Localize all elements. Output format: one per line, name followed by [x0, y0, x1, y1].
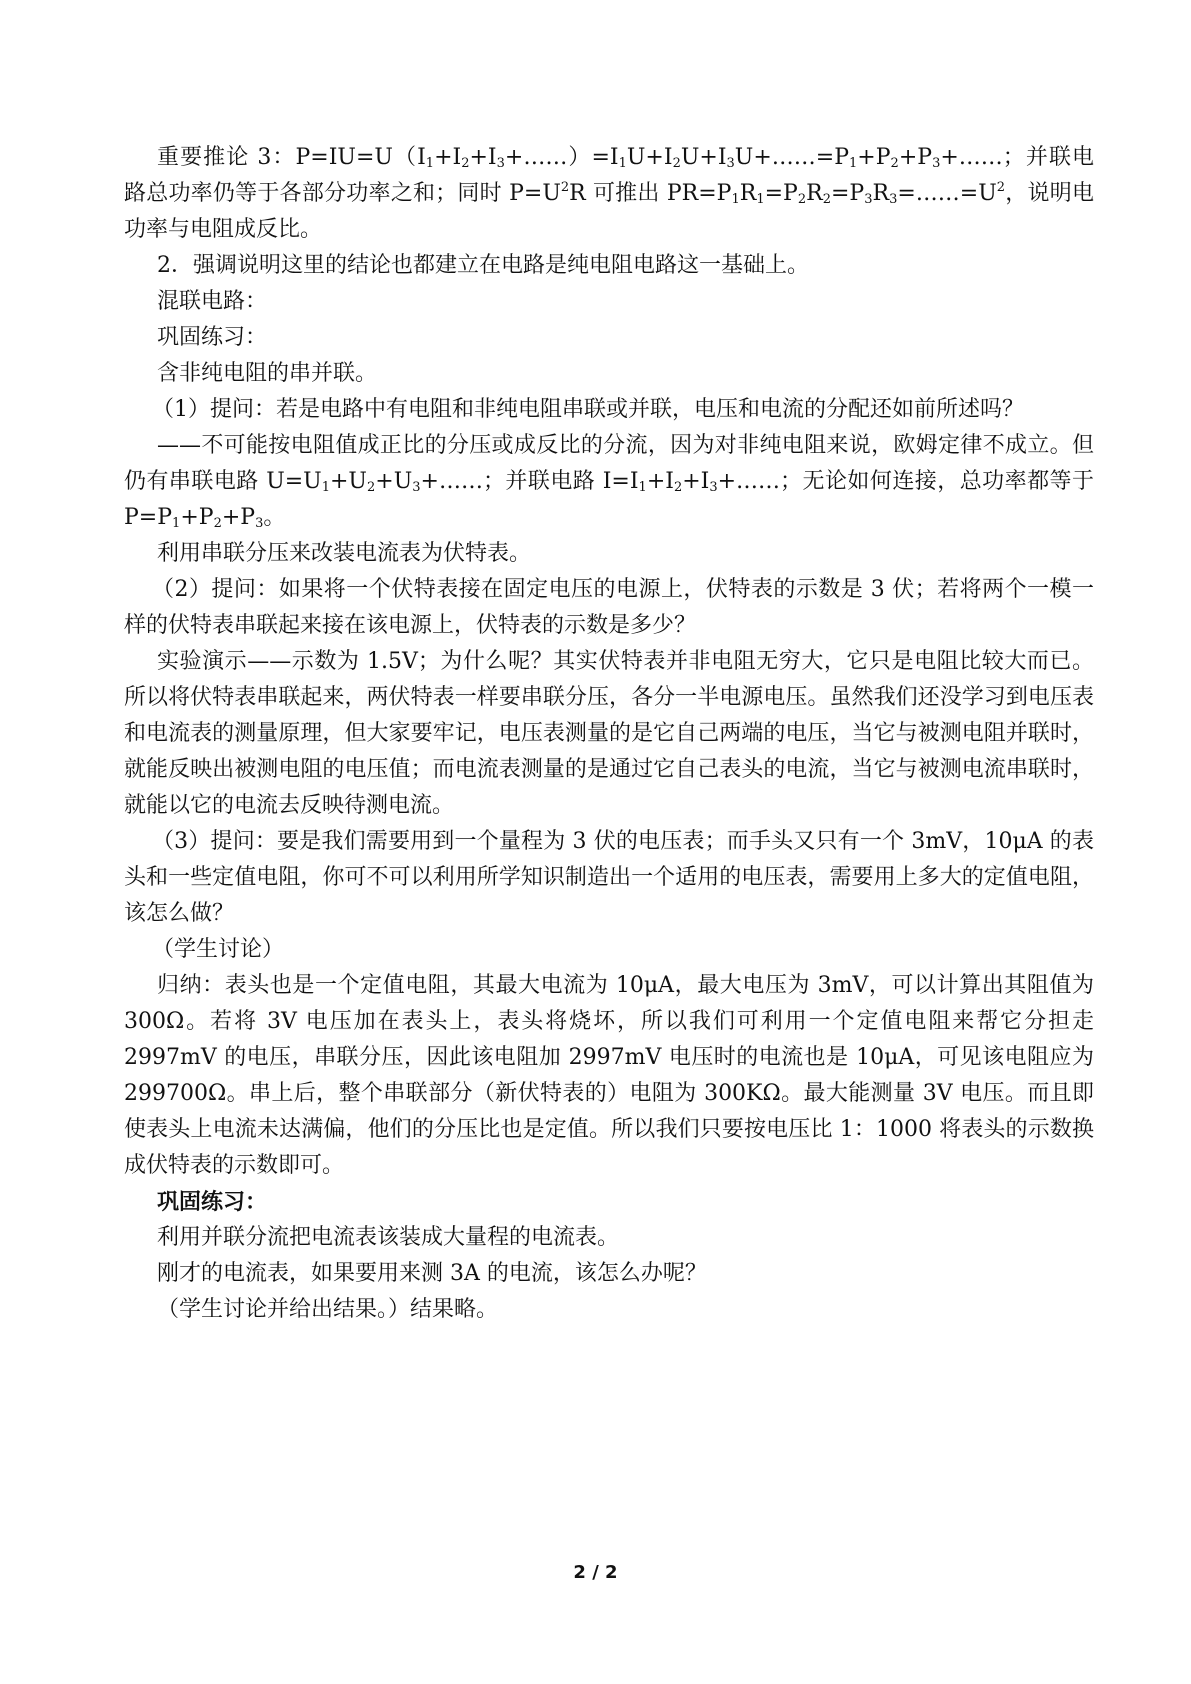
heading-practice: 巩固练习：: [157, 325, 268, 350]
paragraph-3a-question: 刚才的电流表，如果要用来测 3A 的电流，该怎么办呢？: [157, 1261, 707, 1286]
page-number: 2 / 2: [573, 1562, 618, 1583]
paragraph-inference-3: 重要推论 3：$P=IU=U(I_1+I_2+I_3+\dots\dots)=I_1U+I_2U+I_3U+\dots\dots=P_1+P_2+P_3+\dots\dots$；并联电路总功率仍等于各部分功率之和；同时 $P=U^2R$ 可推出 $PR=P_1R_1=P_2R_2=P_3R_3=\dots\dots=U^2$，说明电功率与电阻成反比。: [124, 145, 1095, 242]
paragraph-ammeter-conversion: 利用并联分流把电流表该装成大量程的电流表。: [157, 1225, 620, 1250]
heading-mixed-circuit: 混联电路：: [157, 289, 268, 314]
paragraph-note-pure-resistance: 2．强调说明这里的结论也都建立在电路是纯电阻电路这一基础上。: [157, 253, 809, 278]
paragraph-non-pure-resistance: 含非纯电阻的串并联。: [157, 361, 378, 386]
question-2: （2）提问：如果将一个伏特表接在固定电压的电源上，伏特表的示数是 3 伏；若将两个一模一样的伏特表串联起来接在该电源上，伏特表的示数是多少？: [124, 577, 1094, 638]
paragraph-student-discussion: （学生讨论）: [152, 937, 285, 962]
paragraph-demo: 实验演示——示数为 1.5V；为什么呢？其实伏特表并非电阻无穷大，它只是电阻比较大而已。所以将伏特表串联起来，两伏特表一样要串联分压，各分一半电源电压。虽然我们还没学习到电压表和电流表的测量原理，但大家要牢记，电压表测量的是它自己两端的电压，当它与被测电阻并联时，就能反映出被测电阻的电压值；而电流表测量的是通过它自己表头的电流，当它与被测电流串联时，就能以它的电流去反映待测电流。: [124, 649, 1094, 818]
paragraph-result: （学生讨论并给出结果。）结果略。: [157, 1297, 499, 1322]
question-3: （3）提问：要是我们需要用到一个量程为 3 伏的电压表；而手头又只有一个 3mV，10μA 的表头和一些定值电阻，你可不可以利用所学知识制造出一个适用的电压表，需要用上多大的定值电阻，该怎么做？: [124, 829, 1094, 926]
heading-practice-bold: 巩固练习：: [157, 1189, 268, 1215]
document-body: [124, 140, 1094, 1328]
paragraph-summary: 归纳：表头也是一个定值电阻，其最大电流为 10μA，最大电压为 3mV，可以计算出其阻值为 300Ω。若将 3V 电压加在表头上，表头将烧坏，所以我们可利用一个定值电阻来帮它分担走 2997mV 的电压，串联分压，因此该电阻加 2997mV 电压时的电流也是 10μA，可见该电阻应为 299700Ω。串上后，整个串联部分（新伏特表的）电阻为 300KΩ。最大能测量 3V 电压。而且即使表头上电流未达满偏，他们的分压比也是定值。所以我们只要按电压比 1：1000 将表头的示数换成伏特表的示数即可。: [124, 973, 1094, 1178]
question-1: （1）提问：若是电路中有电阻和非纯电阻串联或并联，电压和电流的分配还如前所述吗？: [152, 397, 1025, 422]
answer-1: ——不可能按电阻值成正比的分压或成反比的分流，因为对非纯电阻来说，欧姆定律不成立。但仍有串联电路 $U=U_1+U_2+U_3+\dots\dots$；并联电路 $I=I_1+I_2+I_3+\dots\dots$；无论如何连接，总功率都等于 $P=P_1+P_2+P_3$。: [124, 433, 1095, 531]
paragraph-voltmeter-conversion: 利用串联分压来改装电流表为伏特表。: [157, 541, 532, 566]
